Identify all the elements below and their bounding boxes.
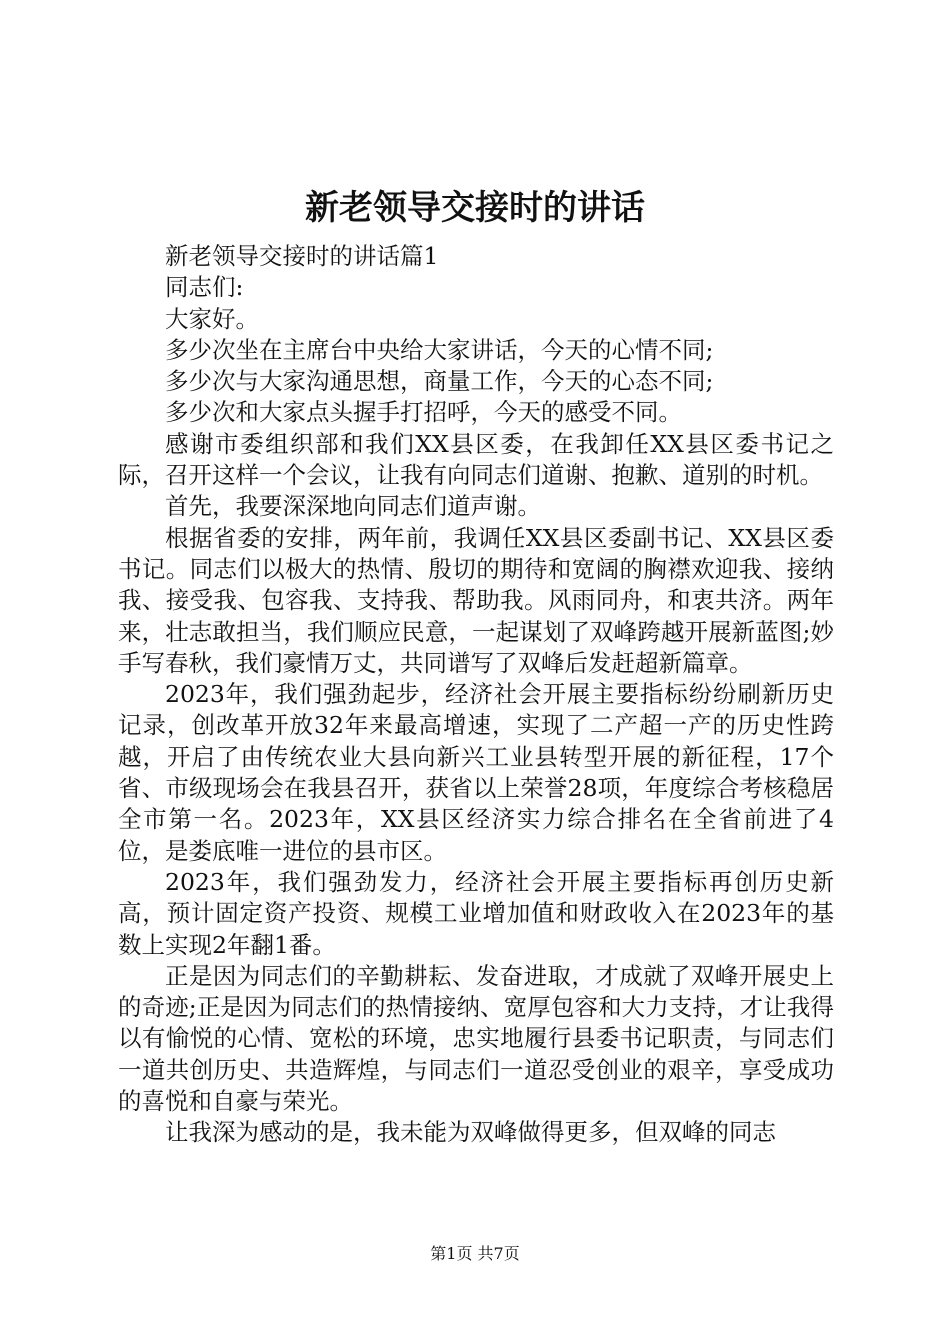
document-body	[118, 241, 834, 1149]
paragraph: 让我深为感动的是，我未能为双峰做得更多，但双峰的同志	[165, 1118, 776, 1147]
page-footer: 第1页 共7页	[430, 1244, 520, 1263]
paragraph: 2023年，我们强劲起步，经济社会开展主要指标纷纷刷新历史记录，创改革开放32年来最高增速，实现了二产超一产的历史性跨越，开启了由传统农业大县向新兴工业县转型开展的新征程，17个省、市级现场会在我县召开，获省以上荣誉28项，年度综合考核稳居全市第一名。2023年，XX县区经济实力综合排名在全省前进了4位，是娄底唯一进位的县市区。	[118, 680, 834, 865]
paragraph: 大家好。	[165, 304, 259, 333]
paragraph: 新老领导交接时的讲话篇1	[165, 242, 439, 270]
paragraph: 首先，我要深深地向同志们道声谢。	[165, 492, 541, 521]
paragraph: 多少次与大家沟通思想，商量工作，今天的心态不同;	[165, 367, 714, 396]
page-title: 新老领导交接时的讲话	[305, 188, 645, 228]
paragraph: 多少次和大家点头握手打招呼，今天的感受不同。	[165, 398, 682, 427]
paragraph: 感谢市委组织部和我们XX县区委，在我卸任XX县区委书记之际，召开这样一个会议，让我有向同志们道谢、抱歉、道别的时机。	[118, 429, 834, 490]
paragraph: 2023年，我们强劲发力，经济社会开展主要指标再创历史新高，预计固定资产投资、规模工业增加值和财政收入在2023年的基数上实现2年翻1番。	[118, 867, 834, 959]
paragraph: 正是因为同志们的辛勤耕耘、发奋进取，才成就了双峰开展史上的奇迹;正是因为同志们的热情接纳、宽厚包容和大力支持，才让我得以有愉悦的心情、宽松的环境，忠实地履行县委书记职责，与同志们一道共创历史、共造辉煌，与同志们一道忍受创业的艰辛，享受成功的喜悦和自豪与荣光。	[118, 961, 834, 1116]
paragraph: 根据省委的安排，两年前，我调任XX县区委副书记、XX县区委书记。同志们以极大的热情、殷切的期待和宽阔的胸襟欢迎我、接纳我、接受我、包容我、支持我、帮助我。风雨同舟，和衷共济。两年来，壮志敢担当，我们顺应民意，一起谋划了双峰跨越开展新蓝图;妙手写春秋，我们豪情万丈，共同谱写了双峰后发赶超新篇章。	[118, 523, 834, 677]
paragraph: 多少次坐在主席台中央给大家讲话，今天的心情不同;	[165, 335, 714, 364]
paragraph: 同志们:	[165, 273, 244, 302]
